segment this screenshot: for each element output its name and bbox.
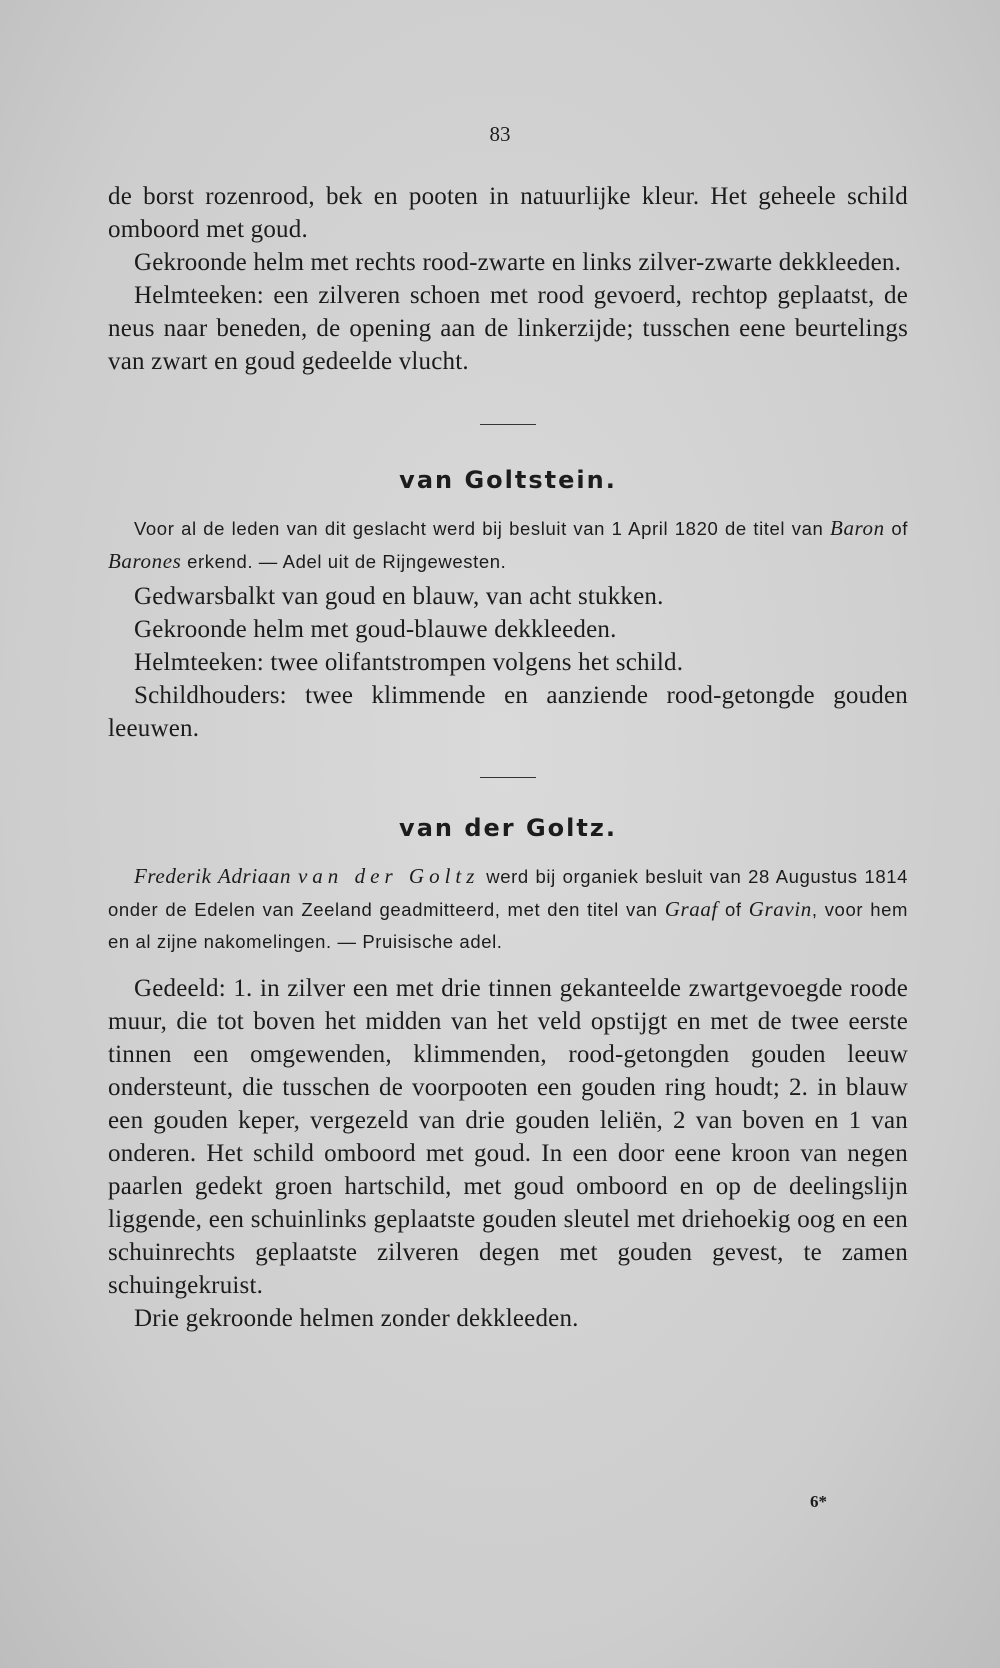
intro-text: erkend. — Adel uit de Rijngewesten. (181, 551, 507, 572)
paragraph-helmteeken: Helmteeken: een zilveren schoen met rood gevoerd, rechtop geplaatst, de neus naar beneden, de opening aan de linkerzijde; tusschen eene beurtelings van zwart en goud gedeelde vlucht. (108, 282, 908, 375)
paragraph-blazon: Gedwarsbalkt van goud en blauw, van acht stukken. (134, 583, 664, 610)
paragraph-helm: Gekroonde helm met rechts rood-zwarte en links zilver-zwarte dekkleeden. (134, 249, 902, 276)
title-graaf: Graaf (664, 897, 718, 921)
title-gravin: Gravin (748, 897, 812, 921)
intro-text: of (717, 899, 749, 920)
paragraph-schildhouders: Schildhouders: twee klimmende en aanziende rood-getongde gouden leeuwen. (108, 682, 908, 742)
intro-van-der-goltz (108, 860, 908, 958)
intro-text: Voor al de leden van dit geslacht werd bij besluit van 1 April 1820 de titel van (134, 518, 831, 539)
intro-van-goltstein (108, 512, 908, 578)
paragraph-continuation: de borst rozenrood, bek en pooten in natuurlijke kleur. Het geheele schild omboord met goud. (108, 183, 908, 243)
heading-van-der-goltz: van der Goltz. (399, 814, 617, 842)
paragraph-blazon: Gedeeld: 1. in zilver een met drie tinnen gekanteelde zwartgevoegde roode muur, die tot boven het midden van het veld opstijgt en met de twee eerste tinnen een omgewenden, klimmenden, rood-getongden gouden leeuw ondersteunt, die tusschen de voorpooten een gouden ring houdt; 2. in blauw een gouden keper, vergezeld van drie gouden leliën, 2 van boven en 1 van onderen. Het schild omboord met goud. In een door eene kroon van negen paarlen gedekt groen hartschild, met goud omboord en op de deelingslijn liggende, een schuinlinks geplaatste gouden sleutel met driehoekig oog en een schuinrechts geplaatste zilveren degen met gouden gevest, te zamen schuingekruist. (108, 975, 908, 1299)
heading-van-goltstein: van Goltstein. (399, 466, 617, 494)
intro-text: werd bij organiek besluit van 28 Augustus 1814 onder de Edelen van Zeeland geadmitteerd, met den titel van (108, 866, 908, 920)
paragraph-helmteeken: Helmteeken: twee olifantstrompen volgens het schild. (134, 649, 684, 676)
paragraph-helmen: Drie gekroonde helmen zonder dekkleeden. (134, 1305, 579, 1332)
paragraph-helm: Gekroonde helm met goud-blauwe dekkleeden. (134, 616, 617, 643)
person-name: Frederik Adriaan (134, 864, 298, 888)
section-divider (480, 424, 536, 425)
title-barones: Barones (108, 549, 182, 573)
intro-text: of (884, 518, 908, 539)
title-baron: Baron (830, 516, 885, 540)
page-content (108, 180, 908, 1335)
signature-mark: 6* (810, 1492, 827, 1511)
intro-text: , voor hem en al zijne nakomelingen. — Pruisische adel. (108, 899, 908, 952)
family-name: van der Goltz (297, 864, 480, 888)
page-number: 83 (489, 122, 511, 146)
section-divider (480, 777, 536, 778)
